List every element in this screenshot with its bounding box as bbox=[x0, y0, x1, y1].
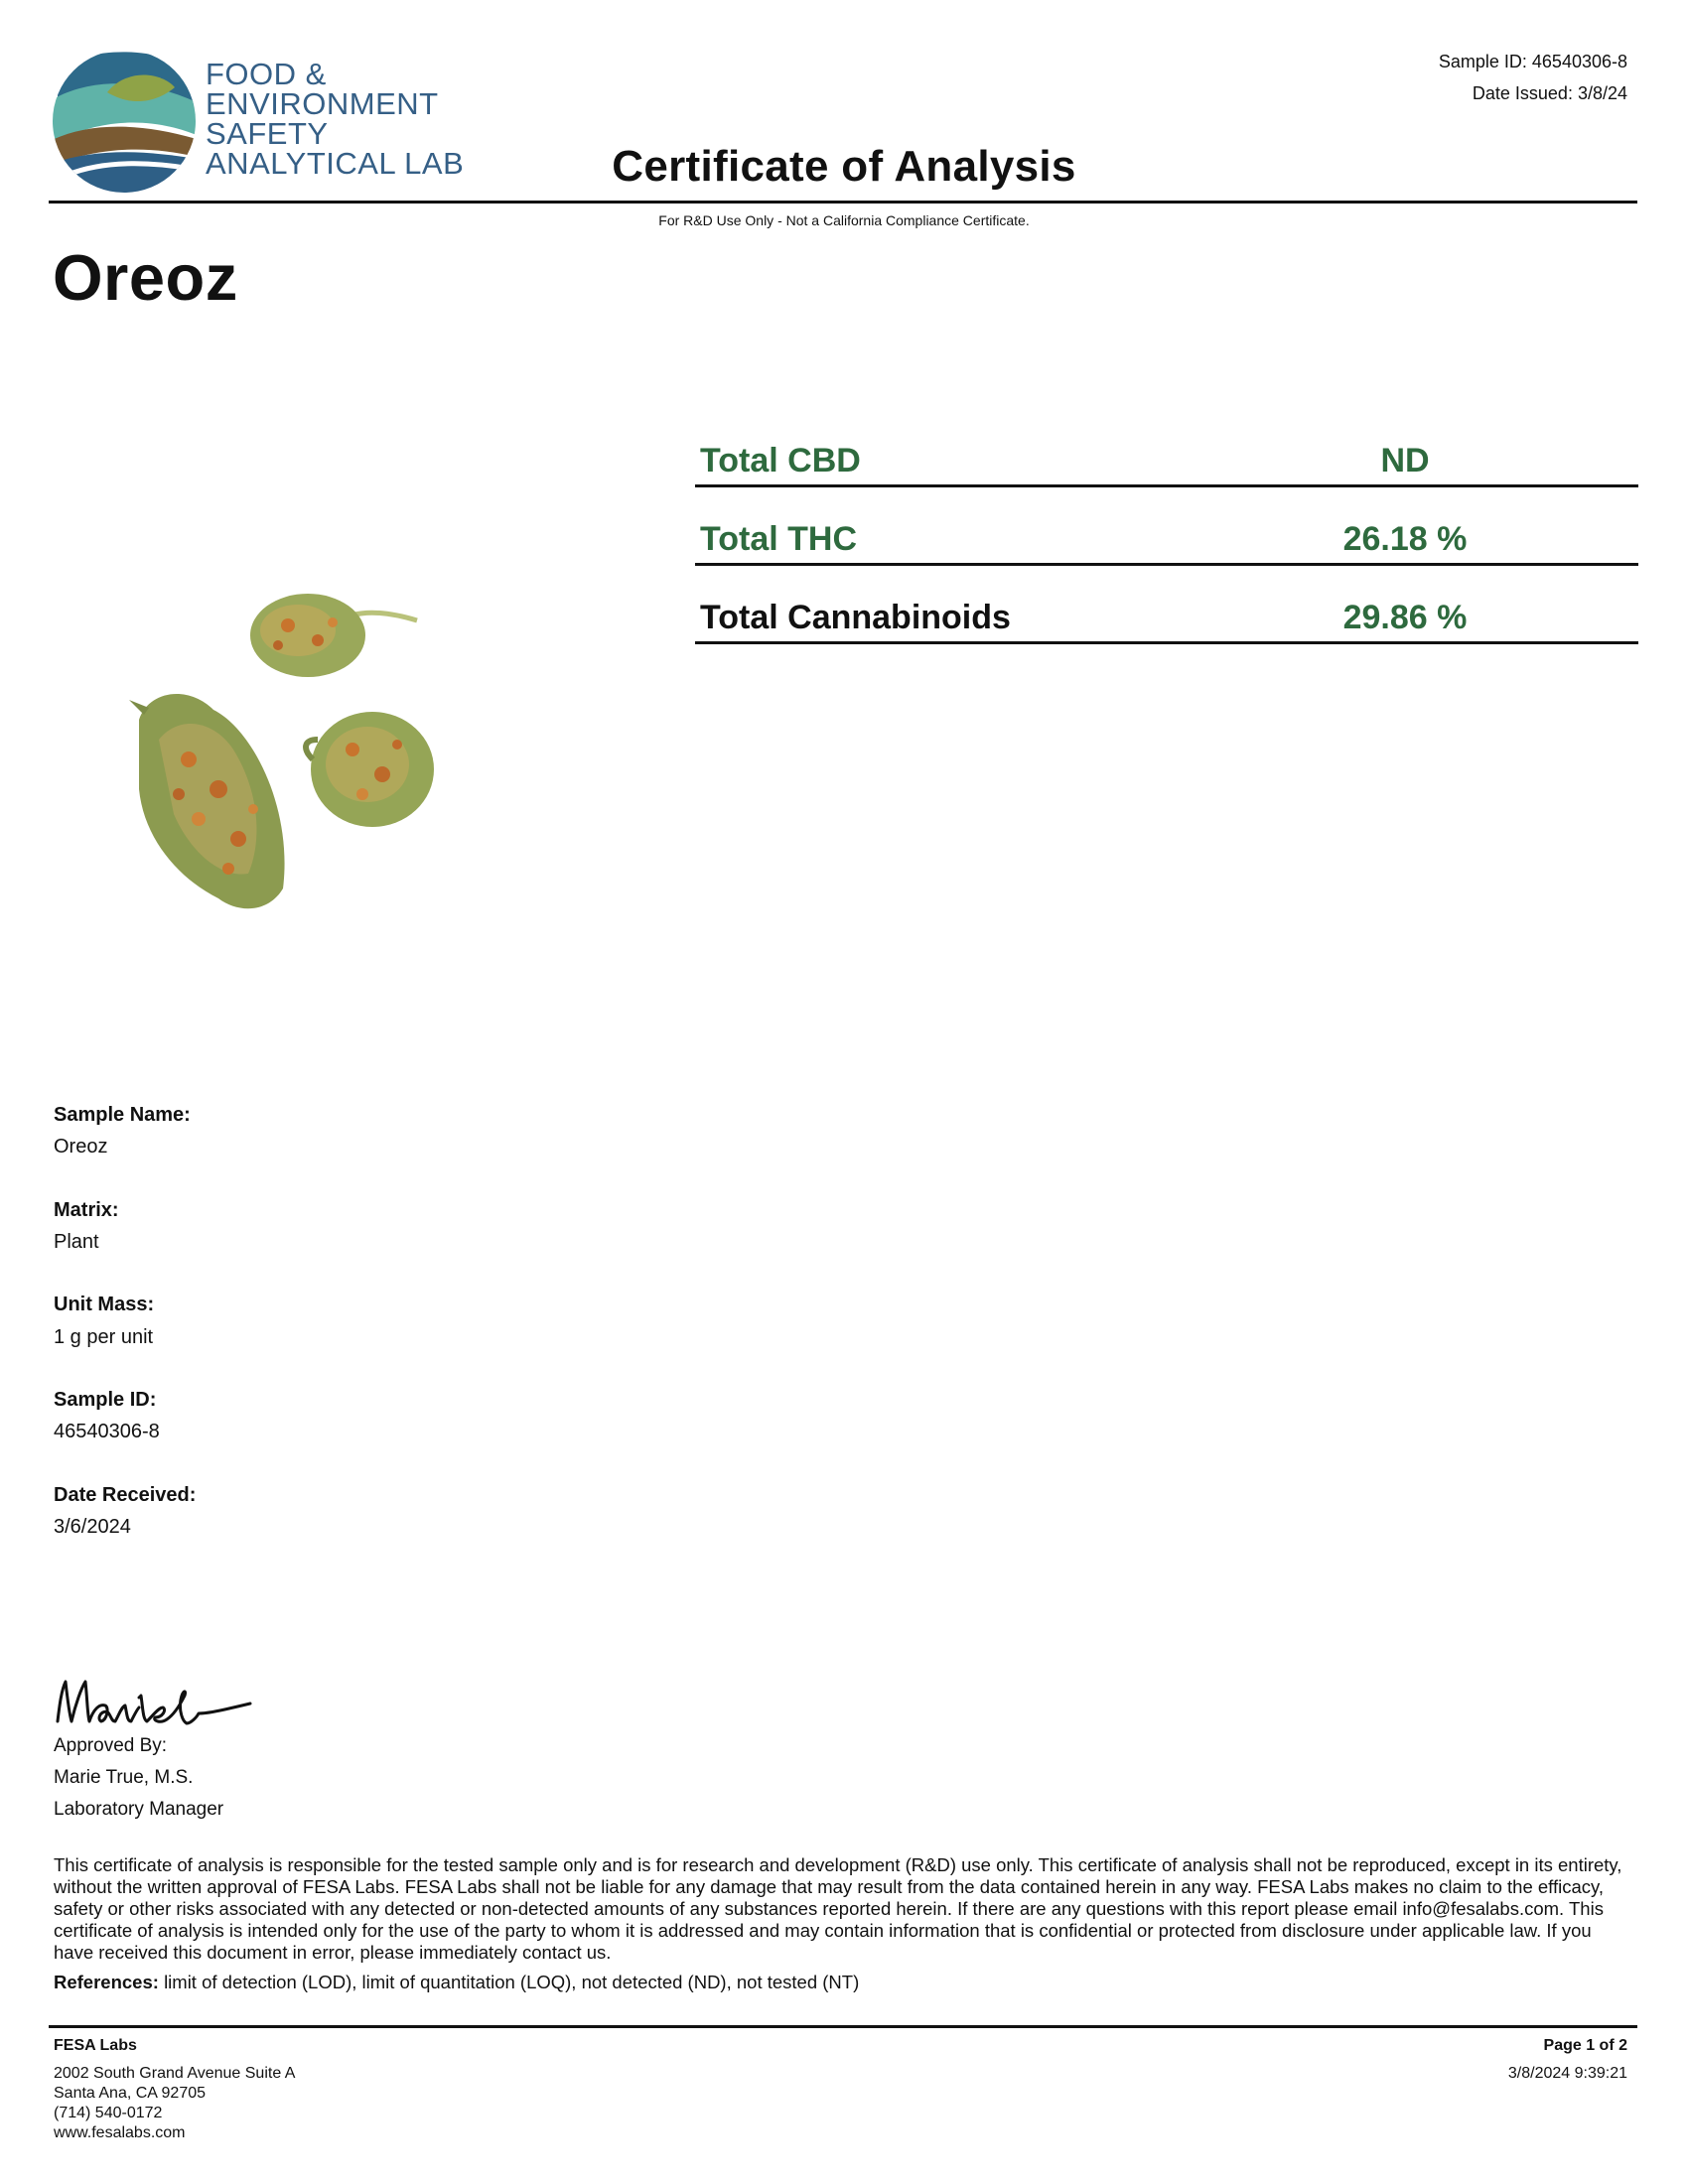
footer-website: www.fesalabs.com bbox=[54, 2124, 186, 2141]
summary-value: 29.86 % bbox=[1342, 599, 1468, 636]
page-number: Page 1 of 2 bbox=[1543, 2037, 1627, 2054]
references bbox=[54, 1972, 1632, 1993]
approver-name: Marie True, M.S. bbox=[54, 1767, 194, 1788]
logo-line: SAFETY bbox=[206, 116, 329, 151]
footer-address-line1: 2002 South Grand Avenue Suite A bbox=[54, 2065, 296, 2082]
product-photo bbox=[119, 581, 457, 928]
detail-value-date-received: 3/6/2024 bbox=[54, 1516, 131, 1538]
detail-label-sample-id: Sample ID: bbox=[54, 1389, 157, 1411]
logo-line: ANALYTICAL LAB bbox=[206, 146, 465, 181]
summary-value: ND bbox=[1380, 442, 1430, 479]
approver-role: Laboratory Manager bbox=[54, 1799, 224, 1820]
date-issued-header: Date Issued: 3/8/24 bbox=[1472, 83, 1627, 103]
logo-line: ENVIRONMENT bbox=[206, 86, 439, 121]
detail-label-unit-mass: Unit Mass: bbox=[54, 1294, 155, 1315]
product-name: Oreoz bbox=[53, 241, 238, 314]
approver-signature bbox=[52, 1660, 260, 1739]
approved-by-label: Approved By: bbox=[54, 1735, 168, 1756]
detail-label-date-received: Date Received: bbox=[54, 1484, 197, 1506]
rd-notice: For R&D Use Only - Not a California Compliance Certificate. bbox=[658, 212, 1030, 228]
disclaimer-text: This certificate of analysis is responsible for the tested sample only and is for research and development (R&D) use only. This certificate of analysis shall not be reproduced, except in its entirety, without the written approval of FESA Labs. FESA Labs shall not be liable for any damage that may result from the data contained herein in any way. FESA Labs makes no claim to the efficacy, safety or other risks associated with any detected or non-detected amounts of any substances reported herein. If there are any questions with this report please email info@fesalabs.com. This certificate of analysis is intended only for the use of the party to whom it is addressed and may contain information that is confidential or protected from disclosure under applicable law. If you have received this document in error, please immediately contact us. bbox=[54, 1854, 1622, 1963]
detail-value-matrix: Plant bbox=[54, 1231, 99, 1253]
detail-value-sample-name: Oreoz bbox=[54, 1136, 108, 1158]
footer-timestamp: 3/8/2024 9:39:21 bbox=[1507, 2065, 1627, 2082]
detail-value-sample-id: 46540306-8 bbox=[54, 1421, 160, 1442]
summary-label: Total Cannabinoids bbox=[700, 599, 1011, 636]
detail-label-sample-name: Sample Name: bbox=[54, 1104, 191, 1126]
summary-row-total-cbd bbox=[695, 425, 1638, 487]
document-title: Certificate of Analysis bbox=[612, 142, 1076, 191]
references-label: References: bbox=[54, 1972, 159, 1992]
summary-row-total-cannabinoids bbox=[695, 582, 1638, 644]
footer-company: FESA Labs bbox=[54, 2037, 137, 2054]
header-divider bbox=[49, 201, 1637, 204]
sample-id-header: Sample ID: 46540306-8 bbox=[1438, 52, 1627, 71]
summary-row-total-thc bbox=[695, 503, 1638, 566]
summary-label: Total THC bbox=[700, 520, 858, 558]
footer-phone: (714) 540-0172 bbox=[54, 2105, 163, 2121]
footer-address-line2: Santa Ana, CA 92705 bbox=[54, 2085, 207, 2102]
detail-value-unit-mass: 1 g per unit bbox=[54, 1326, 154, 1348]
logo-line: FOOD & bbox=[206, 57, 327, 91]
footer-divider bbox=[49, 2025, 1637, 2028]
detail-label-matrix: Matrix: bbox=[54, 1199, 119, 1221]
references-text: limit of detection (LOD), limit of quantitation (LOQ), not detected (ND), not tested (NT) bbox=[164, 1972, 860, 1992]
summary-label: Total CBD bbox=[700, 442, 861, 479]
summary-value: 26.18 % bbox=[1342, 520, 1468, 558]
